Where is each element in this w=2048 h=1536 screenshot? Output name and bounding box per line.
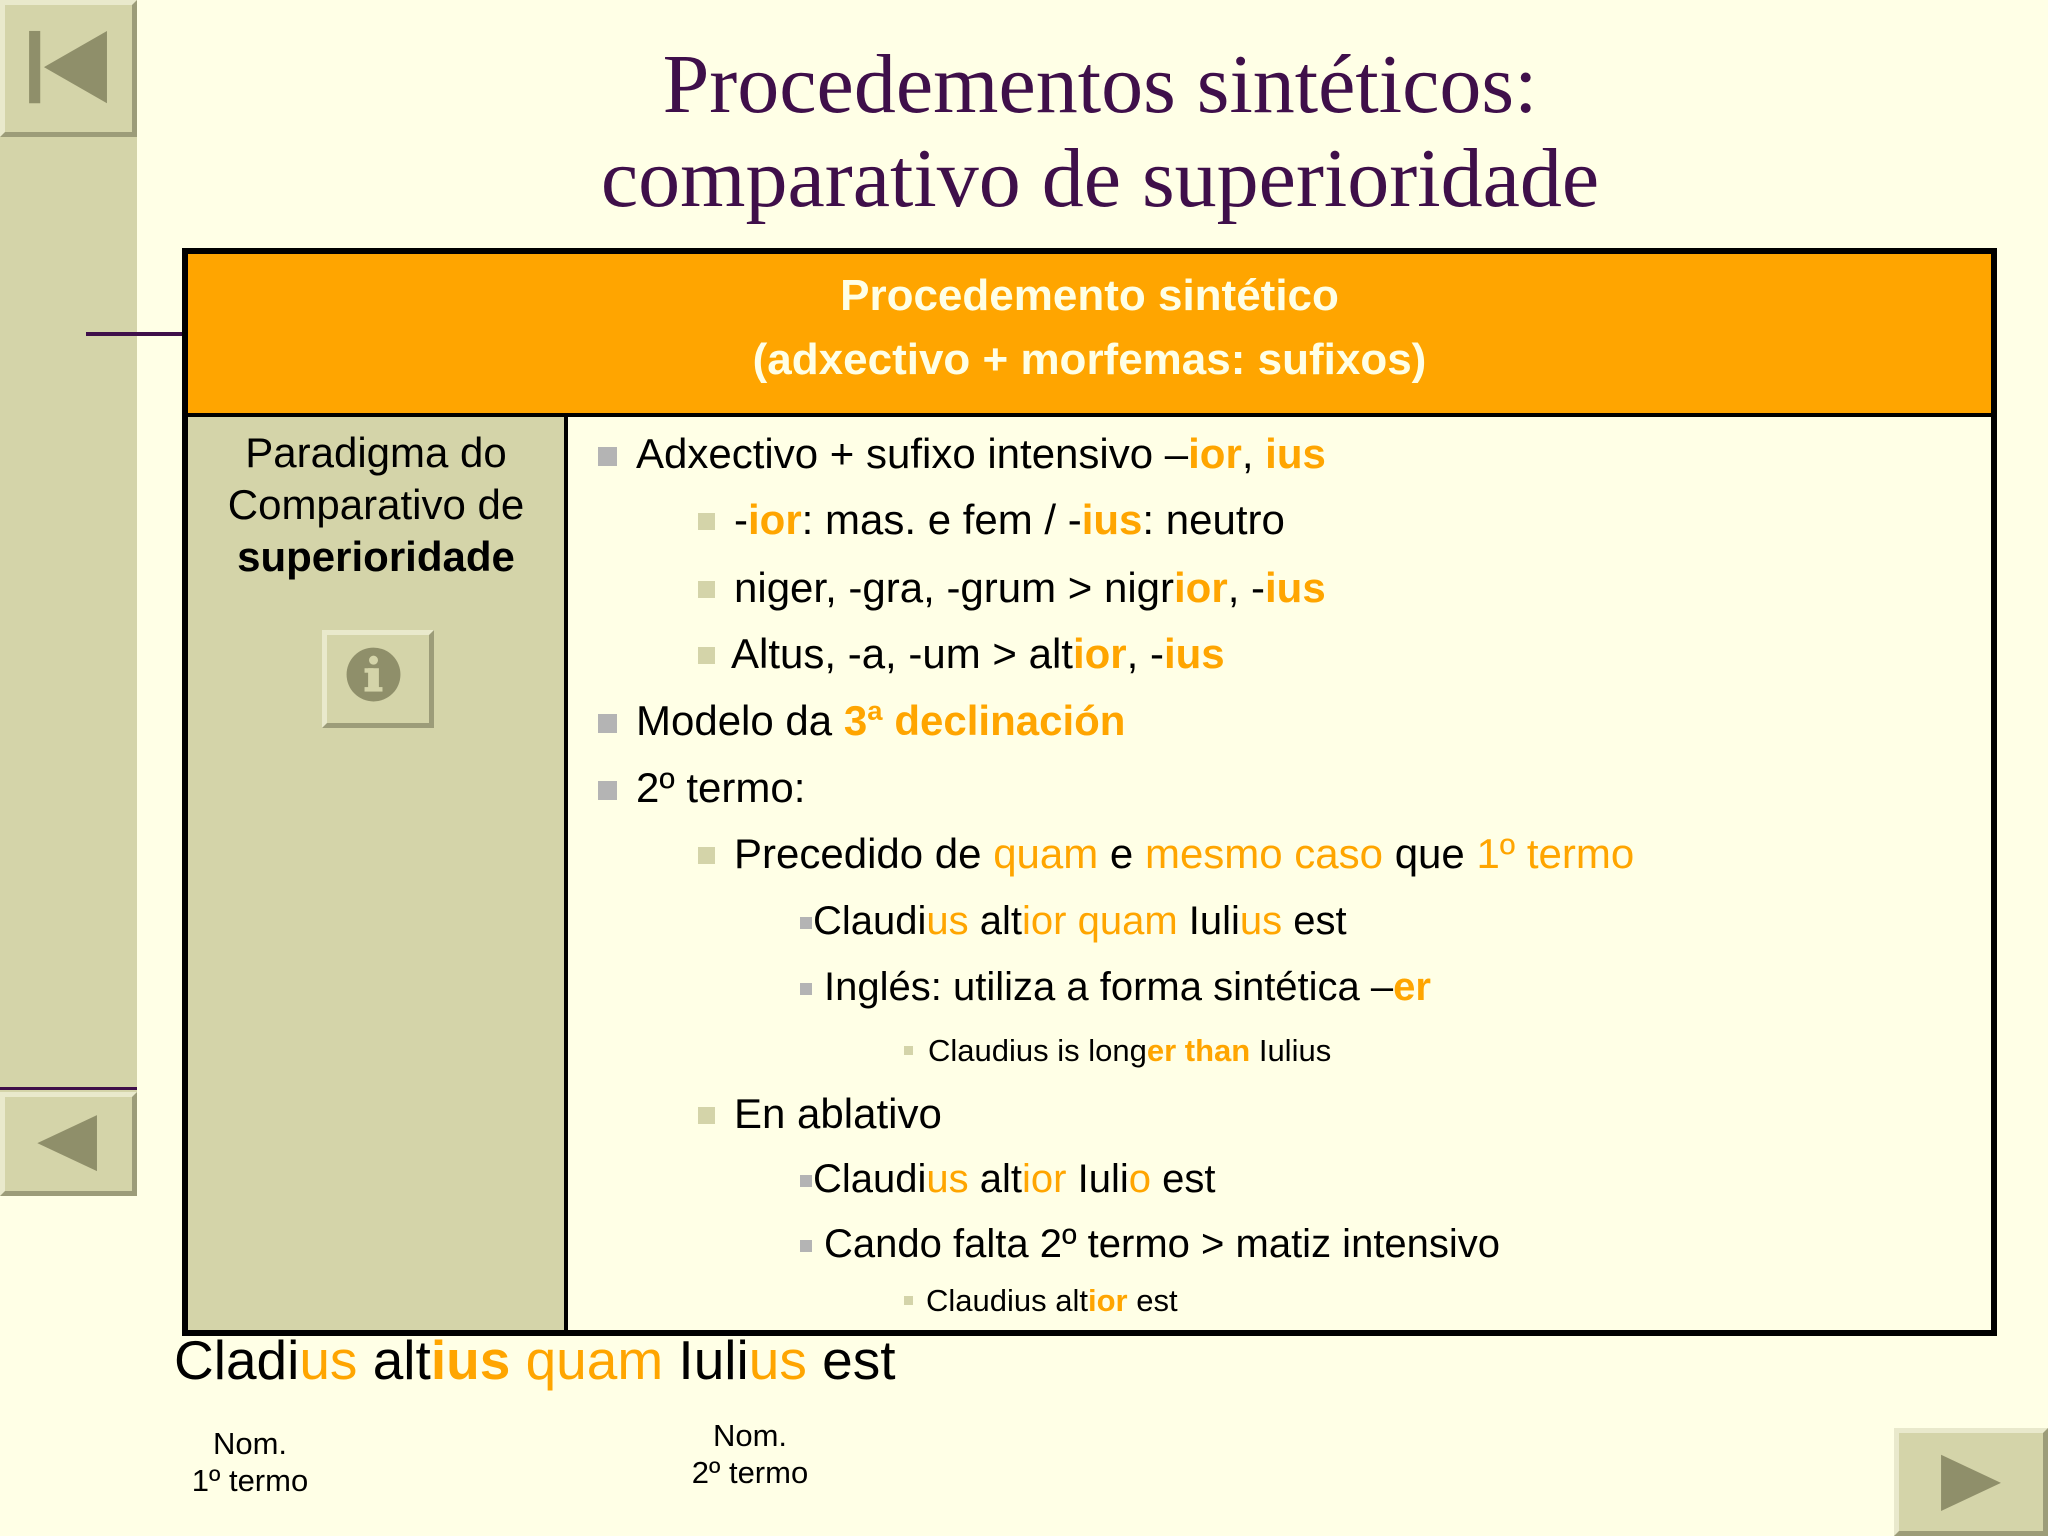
paradigm-line-1: Paradigma do <box>245 429 507 476</box>
list-item <box>731 630 1225 678</box>
item-suffix: ior <box>1087 1283 1128 1318</box>
item-suffix: ius <box>1081 496 1143 543</box>
paradigm-line-2: Comparativo de <box>227 481 525 528</box>
item-highlight: 1º termo <box>1476 830 1635 877</box>
table-header-line-2: (adxectivo + morfemas: sufixos) <box>752 335 1427 384</box>
item-suffix: ior <box>748 496 802 543</box>
bullet <box>698 1107 715 1124</box>
item-text: niger, -gra, -grum > nigr <box>734 564 1175 611</box>
example-text: est <box>806 1329 896 1391</box>
sidebar <box>0 0 137 1196</box>
example-text <box>510 1329 525 1391</box>
skip-back-icon <box>5 5 132 132</box>
list-item <box>928 1033 1331 1069</box>
item-suffix: ior <box>1174 564 1228 611</box>
item-text: En ablativo <box>734 1090 942 1137</box>
list-item <box>636 764 805 812</box>
content-table <box>182 248 1997 1336</box>
item-text: Iuli <box>1177 899 1240 943</box>
bullet <box>800 1240 812 1252</box>
caption-first-term <box>150 1425 350 1499</box>
bullet <box>698 847 715 864</box>
list-item <box>734 564 1326 612</box>
caption-line: Nom. <box>712 1418 788 1453</box>
example-text: Cladi <box>174 1329 300 1391</box>
item-text: Inglés: utiliza a forma sintética – <box>824 965 1394 1009</box>
list-item <box>926 1283 1178 1319</box>
item-text: 2º termo: <box>636 764 806 811</box>
next-slide-button[interactable] <box>1894 1428 2048 1536</box>
triangle-right-icon <box>1899 1433 2043 1531</box>
item-text: , <box>1241 430 1266 477</box>
item-suffix: ius <box>1265 564 1326 611</box>
item-highlight: ior <box>1022 899 1067 943</box>
item-suffix: ius <box>1163 630 1225 677</box>
bullet <box>598 781 617 800</box>
caption-line: 1º termo <box>191 1463 309 1498</box>
item-text: - <box>734 496 748 543</box>
item-highlight: us <box>926 899 969 943</box>
bullet <box>598 714 617 733</box>
item-suffix: er <box>1393 965 1431 1009</box>
item-highlight: quam <box>993 830 1099 877</box>
item-text: est <box>1282 899 1347 943</box>
item-text: Adxectivo + sufixo intensivo – <box>636 430 1189 477</box>
bullet <box>698 647 715 664</box>
info-icon <box>327 635 429 723</box>
item-highlight: us <box>1239 899 1283 943</box>
triangle-left-icon <box>5 1097 132 1191</box>
item-text: Modelo da <box>636 697 844 744</box>
item-highlight: er than <box>1146 1033 1251 1068</box>
example-text: alt <box>357 1329 431 1391</box>
list-item <box>734 1090 942 1138</box>
bullet <box>904 1296 913 1305</box>
item-suffix: ior <box>1072 630 1127 677</box>
item-text: que <box>1383 830 1477 877</box>
item-text: Iulius <box>1250 1033 1332 1068</box>
item-text: Claudius is long <box>928 1033 1147 1068</box>
paradigm-line-3: superioridade <box>237 533 515 580</box>
example-suffix: ius <box>430 1329 511 1391</box>
item-highlight: quam <box>1077 899 1178 943</box>
item-suffix: ius <box>1265 430 1326 477</box>
bullet <box>800 917 812 929</box>
item-text: , - <box>1227 564 1266 611</box>
item-text: Cando falta 2º termo > matiz intensivo <box>824 1222 1501 1266</box>
item-text: alt <box>968 1157 1023 1201</box>
item-highlight: ior <box>1022 1157 1067 1201</box>
paradigm-cell <box>188 417 568 1330</box>
item-highlight: us <box>926 1157 969 1201</box>
example-text: Iuli <box>663 1329 749 1391</box>
item-text: Claudi <box>813 1157 927 1201</box>
list-item <box>734 496 1285 544</box>
item-highlight: mesmo caso <box>1144 830 1384 877</box>
caption-line: Nom. <box>212 1426 288 1461</box>
example-highlight: quam <box>525 1329 664 1391</box>
info-button[interactable] <box>322 630 434 728</box>
item-text: Iuli <box>1066 1157 1129 1201</box>
item-text: alt <box>968 899 1023 943</box>
decorative-line <box>86 332 186 336</box>
list-item <box>636 430 1326 478</box>
item-highlight: 3ª declinación <box>843 697 1126 744</box>
item-text: est <box>1150 1157 1216 1201</box>
list-item <box>636 697 1125 745</box>
item-text: : neutro <box>1142 496 1285 543</box>
item-text: Claudi <box>813 899 927 943</box>
item-text: Altus, -a, -um > alt <box>731 630 1073 677</box>
bullet <box>800 983 812 995</box>
item-text: e <box>1098 830 1145 877</box>
example-highlight: us <box>299 1329 358 1391</box>
bullet <box>904 1046 913 1055</box>
title-line-2: comparativo de superioridade <box>600 132 1600 225</box>
item-highlight: o <box>1128 1157 1151 1201</box>
first-slide-button[interactable] <box>0 0 137 137</box>
list-item <box>824 1222 1500 1267</box>
decorative-line <box>0 1087 137 1090</box>
item-text <box>1066 899 1077 943</box>
item-text: : mas. e fem / - <box>801 496 1082 543</box>
bullet <box>698 581 715 598</box>
table-header-line-1: Procedemento sintético <box>840 271 1339 320</box>
caption-line: 2º termo <box>691 1455 809 1490</box>
item-text: Precedido de <box>734 830 994 877</box>
item-suffix: ior <box>1188 430 1242 477</box>
list-item <box>734 830 1634 878</box>
caption-second-term <box>650 1417 850 1491</box>
example-sentence <box>174 1328 896 1392</box>
list-item <box>813 899 1347 944</box>
item-text: est <box>1127 1283 1178 1318</box>
slide-title <box>460 38 1740 226</box>
table-header <box>188 254 1991 417</box>
title-line-1: Procedementos sintéticos: <box>662 38 1538 131</box>
example-highlight: us <box>748 1329 807 1391</box>
bullet <box>800 1175 812 1187</box>
bullet <box>698 513 715 530</box>
list-item <box>824 965 1431 1010</box>
bullet <box>598 447 617 466</box>
list-item <box>813 1157 1215 1202</box>
item-text: Claudius alt <box>926 1283 1088 1318</box>
item-text: , - <box>1126 630 1164 677</box>
previous-slide-button[interactable] <box>0 1092 137 1196</box>
